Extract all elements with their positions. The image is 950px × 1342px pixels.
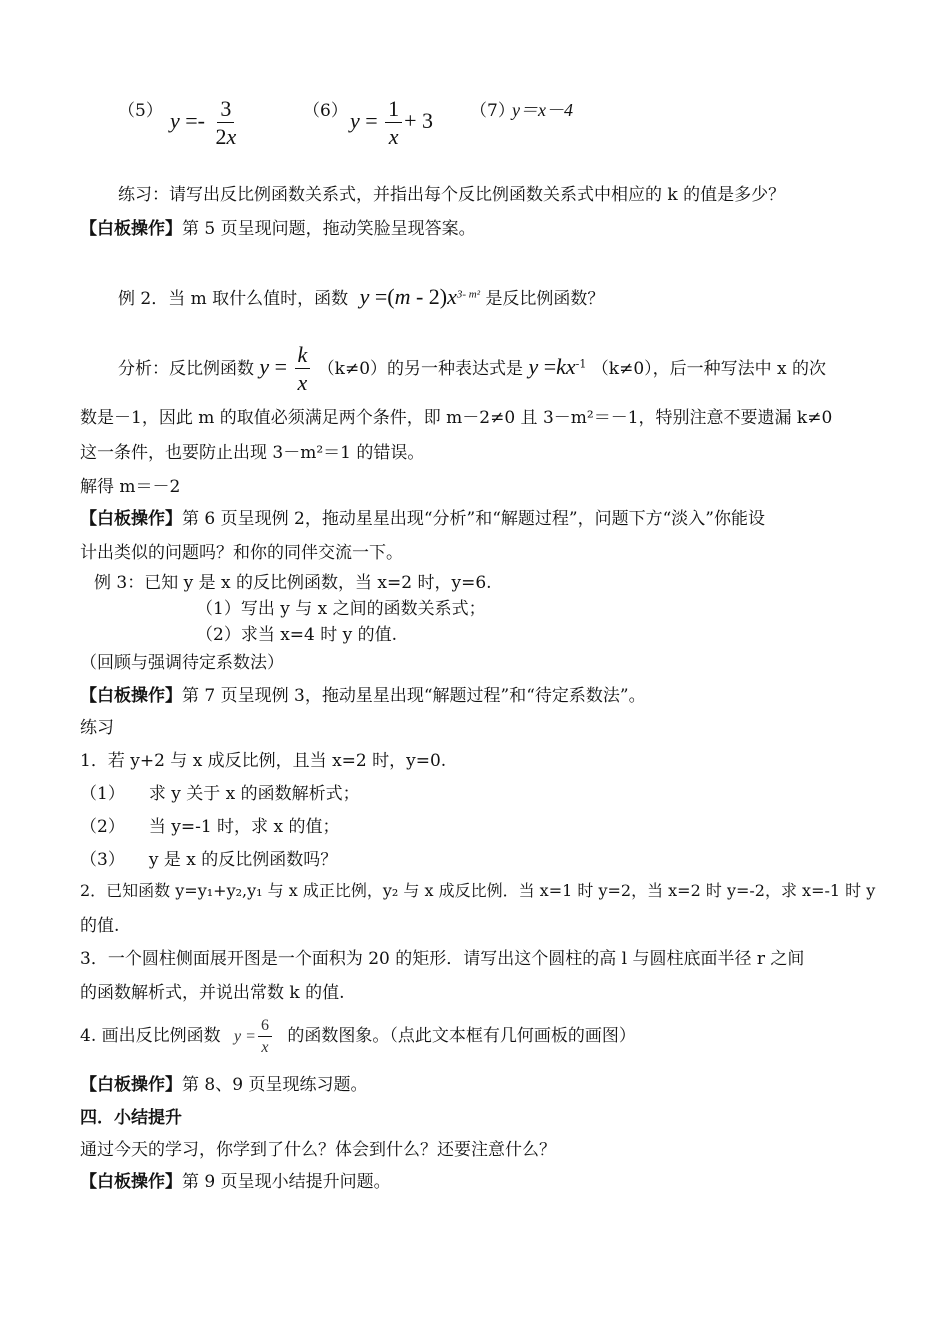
equation-7: y＝x－4 — [512, 100, 573, 120]
practice-4-text: 4. 画出反比例函数 — [80, 1026, 221, 1047]
example-3-q1: （1）写出 y 与 x 之间的函数关系式； — [196, 599, 486, 619]
item-5-label: （5） — [118, 101, 163, 121]
review-note: （回顾与强调待定系数法） — [80, 653, 284, 673]
whiteboard-note-4 — [80, 1070, 367, 1095]
whiteboard-tag: 【白板操作】 — [80, 686, 182, 706]
example-2 — [118, 284, 604, 310]
practice-3-line-1: 3．一个圆柱侧面展开图是一个面积为 20 的矩形．请写出这个圆柱的高 l 与圆柱底面半径 r 之间 — [80, 949, 805, 969]
practice-1: 1．若 y+2 与 x 成反比例，且当 x=2 时，y=0. — [80, 751, 447, 771]
whiteboard-text: 第 5 页呈现问题，拖动笑脸呈现答案。 — [182, 219, 476, 239]
whiteboard-text: 第 6 页呈现例 2，拖动星星出现“分析”和“解题过程”，问题下方“淡入”你能设 — [182, 509, 765, 529]
list-number: （1） — [80, 784, 125, 804]
whiteboard-note-1 — [80, 214, 476, 239]
whiteboard-note-3 — [80, 681, 646, 706]
practice-1-b — [80, 812, 339, 837]
analysis-line-3: 这一条件，也要防止出现 3－m²＝1 的错误。 — [80, 443, 425, 463]
example-2-text: 例 2．当 m 取什么值时，函数 — [118, 289, 349, 309]
whiteboard-tag: 【白板操作】 — [80, 1172, 182, 1192]
example-3: 例 3：已知 y 是 x 的反比例函数，当 x=2 时，y=6. — [94, 573, 492, 593]
item-7-label: （7） — [470, 101, 515, 121]
example-2-text-post: 是反比例函数？ — [485, 289, 605, 309]
solution: 解得 m＝－2 — [80, 477, 181, 497]
example-2-equation: $y =(m - 2)x^{3- m^2}$ — [359, 284, 481, 309]
whiteboard-text: 第 8、9 页呈现练习题。 — [182, 1075, 368, 1095]
analysis-text: 分析：反比例函数 — [118, 359, 254, 379]
practice-4 — [80, 1016, 636, 1059]
whiteboard-note-2 — [80, 504, 765, 529]
whiteboard-text: 第 9 页呈现小结提升问题。 — [182, 1172, 391, 1192]
section-heading: 四．小结提升 — [80, 1108, 182, 1128]
whiteboard-text: 第 7 页呈现例 3，拖动星星出现“解题过程”和“待定系数法”。 — [182, 686, 646, 706]
whiteboard-note-2-cont: 计出类似的问题吗？和你的同伴交流一下。 — [80, 543, 403, 563]
item-6-label: （6） — [303, 101, 348, 121]
list-text: 当 y=-1 时，求 x 的值； — [148, 817, 340, 837]
practice-4-equation: y = $\frac{6}{x}$ — [234, 1028, 274, 1045]
list-text: y 是 x 的反比例函数吗？ — [148, 850, 338, 870]
whiteboard-note-5 — [80, 1167, 391, 1192]
analysis-line-2: 数是－1，因此 m 的取值必须满足两个条件，即 m－2≠0 且 3－m²＝－1，特别注意不要遗漏 k≠0 — [80, 408, 833, 428]
equation-5: y =- $\frac{3}{2x}$ — [170, 96, 237, 149]
analysis-text-3: （k≠0），后一种写法中 x 的次 — [591, 359, 827, 379]
practice-2-line-1: 2．已知函数 y=y₁+y₂,y₁ 与 x 成正比例，y₂ 与 x 成反比例．当 x=1 时 y=2，当 x=2 时 y=-2，求 x=-1 时 y — [80, 881, 876, 900]
practice-title: 练习 — [80, 718, 114, 738]
list-number: （3） — [80, 850, 125, 870]
list-text: 求 y 关于 x 的函数解析式； — [148, 784, 360, 804]
practice-question: 练习：请写出反比例函数关系式，并指出每个反比例函数关系式中相应的 k 的值是多少？ — [118, 185, 786, 205]
example-3-q2: （2）求当 x=4 时 y 的值. — [196, 625, 398, 645]
whiteboard-tag: 【白板操作】 — [80, 219, 182, 239]
analysis-line-1: 分析：反比例函数 y = $\frac{k}{x}$ （k≠0）的另一种表达式是 $y =kx^{-1}$ （k≠0），后一种写法中 x 的次 — [118, 342, 827, 395]
whiteboard-tag: 【白板操作】 — [80, 509, 182, 529]
practice-1-a — [80, 779, 360, 804]
practice-2-line-2: 的值. — [80, 916, 120, 936]
list-number: （2） — [80, 817, 125, 837]
practice-3-line-2: 的函数解析式，并说出常数 k 的值. — [80, 983, 345, 1003]
practice-1-c — [80, 845, 337, 870]
summary-text: 通过今天的学习，你学到了什么？体会到什么？还要注意什么？ — [80, 1140, 556, 1160]
practice-4-text-post: 的函数图象。（点此文本框有几何画板的画图） — [287, 1026, 636, 1047]
equation-6: y = $\frac{1}{x}$ + 3 — [350, 96, 434, 149]
whiteboard-tag: 【白板操作】 — [80, 1075, 182, 1095]
analysis-text-2: （k≠0）的另一种表达式是 — [317, 359, 524, 379]
